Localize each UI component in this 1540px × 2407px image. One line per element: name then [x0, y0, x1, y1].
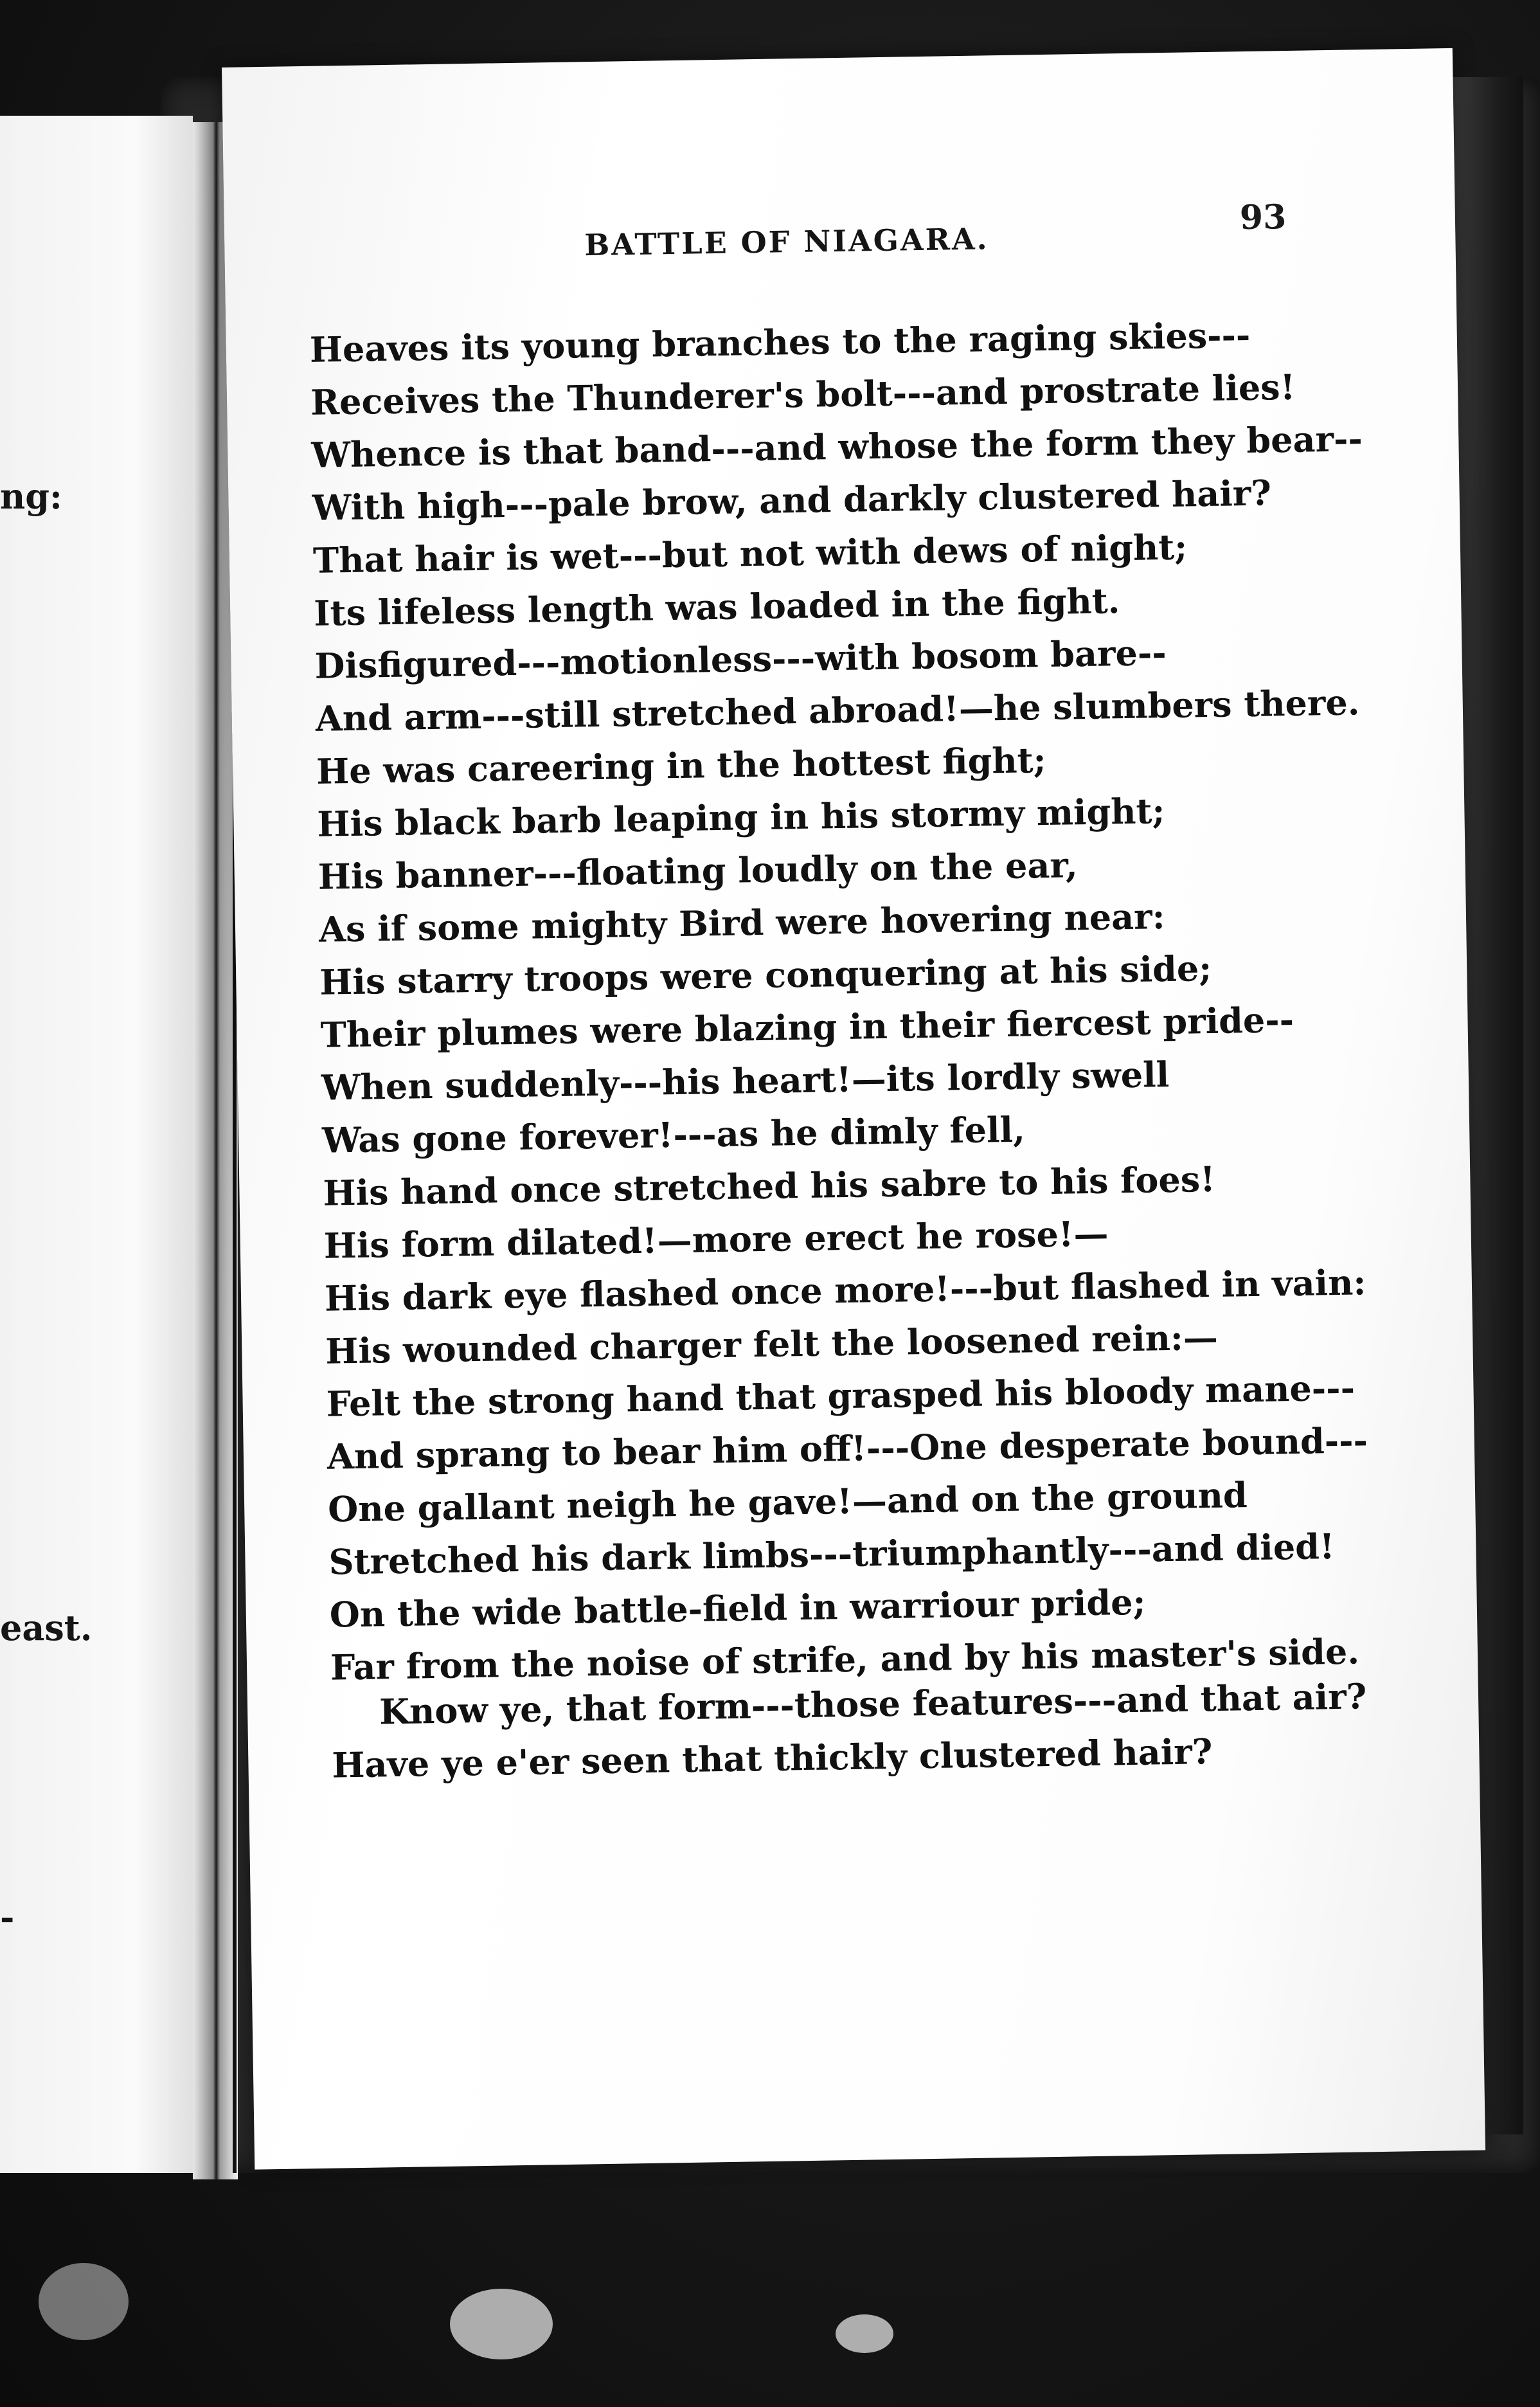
poem-line: One gallant neigh he gave!—and on the ground: [327, 1474, 1248, 1530]
poem-line: Its lifeless length was loaded in the fight.: [313, 580, 1120, 634]
dust-speck: [836, 2314, 893, 2353]
left-page: [0, 116, 193, 2173]
poem-stanza-2: [331, 1669, 1425, 1792]
poem-line: Heaves its young branches to the raging skies---: [309, 314, 1251, 370]
left-page-fragment: -: [0, 1897, 15, 1938]
poem-line: And sprang to bear him off!---One desperate bound---: [327, 1420, 1368, 1477]
poem-line: His form dilated!—more erect he rose!—: [323, 1213, 1109, 1267]
poem-line: His banner---floating loudly on the ear,: [318, 844, 1079, 897]
poem-line: Felt the strong hand that grasped his bloody mane---: [326, 1367, 1356, 1425]
poem-line: Stretched his dark limbs---triumphantly---and died!: [328, 1526, 1336, 1583]
running-header: BATTLE OF NIAGARA.: [584, 221, 989, 263]
dust-speck: [39, 2263, 129, 2340]
left-page-fragment: east.: [0, 1607, 93, 1648]
poem-line: Know ye, that form---those features---and that air?: [379, 1675, 1367, 1733]
poem-line: Disfigured---motionless---with bosom bare--: [314, 632, 1167, 687]
poem-line: His black barb leaping in his stormy might;: [317, 790, 1165, 845]
poem-line: On the wide battle-field in warriour pride;: [329, 1581, 1146, 1636]
poem-line: He was careering in the hottest fight;: [316, 739, 1047, 792]
poem-line: His dark eye flashed once more!---but flashed in vain:: [324, 1261, 1366, 1319]
poem-line: His hand once stretched his sabre to his foes!: [323, 1158, 1216, 1214]
poem-body: [309, 306, 1423, 1693]
poem-line: His wounded charger felt the loosened rein:—: [325, 1316, 1219, 1372]
left-page-fragment: ng:: [0, 476, 62, 517]
poem-line: Whence is that band---and whose the form they bear--: [310, 418, 1363, 476]
poem-line: That hair is wet---but not with dews of night;: [312, 526, 1188, 581]
poem-line: As if some mighty Bird were hovering near:: [318, 896, 1165, 950]
right-page: [222, 48, 1485, 2170]
poem-line: Receives the Thunderer's bolt---and prostrate lies!: [310, 366, 1296, 423]
poem-line: His starry troops were conquering at his side;: [319, 947, 1212, 1003]
poem-line: Their plumes were blazing in their fiercest pride--: [320, 998, 1294, 1056]
poem-line: Was gone forever!---as he dimly fell,: [321, 1108, 1026, 1161]
poem-line: When suddenly---his heart!—its lordly swell: [321, 1054, 1170, 1108]
poem-line: Far from the noise of strife, and by his master's side.: [330, 1630, 1360, 1688]
poem-line: With high---pale brow, and darkly clustered hair?: [312, 472, 1272, 528]
poem-line: Have ye e'er seen that thickly clustered hair?: [331, 1731, 1213, 1786]
dust-speck: [450, 2289, 553, 2359]
poem-line: And arm---still stretched abroad!—he slumbers there.: [315, 681, 1360, 739]
page-number: 93: [1239, 197, 1287, 238]
